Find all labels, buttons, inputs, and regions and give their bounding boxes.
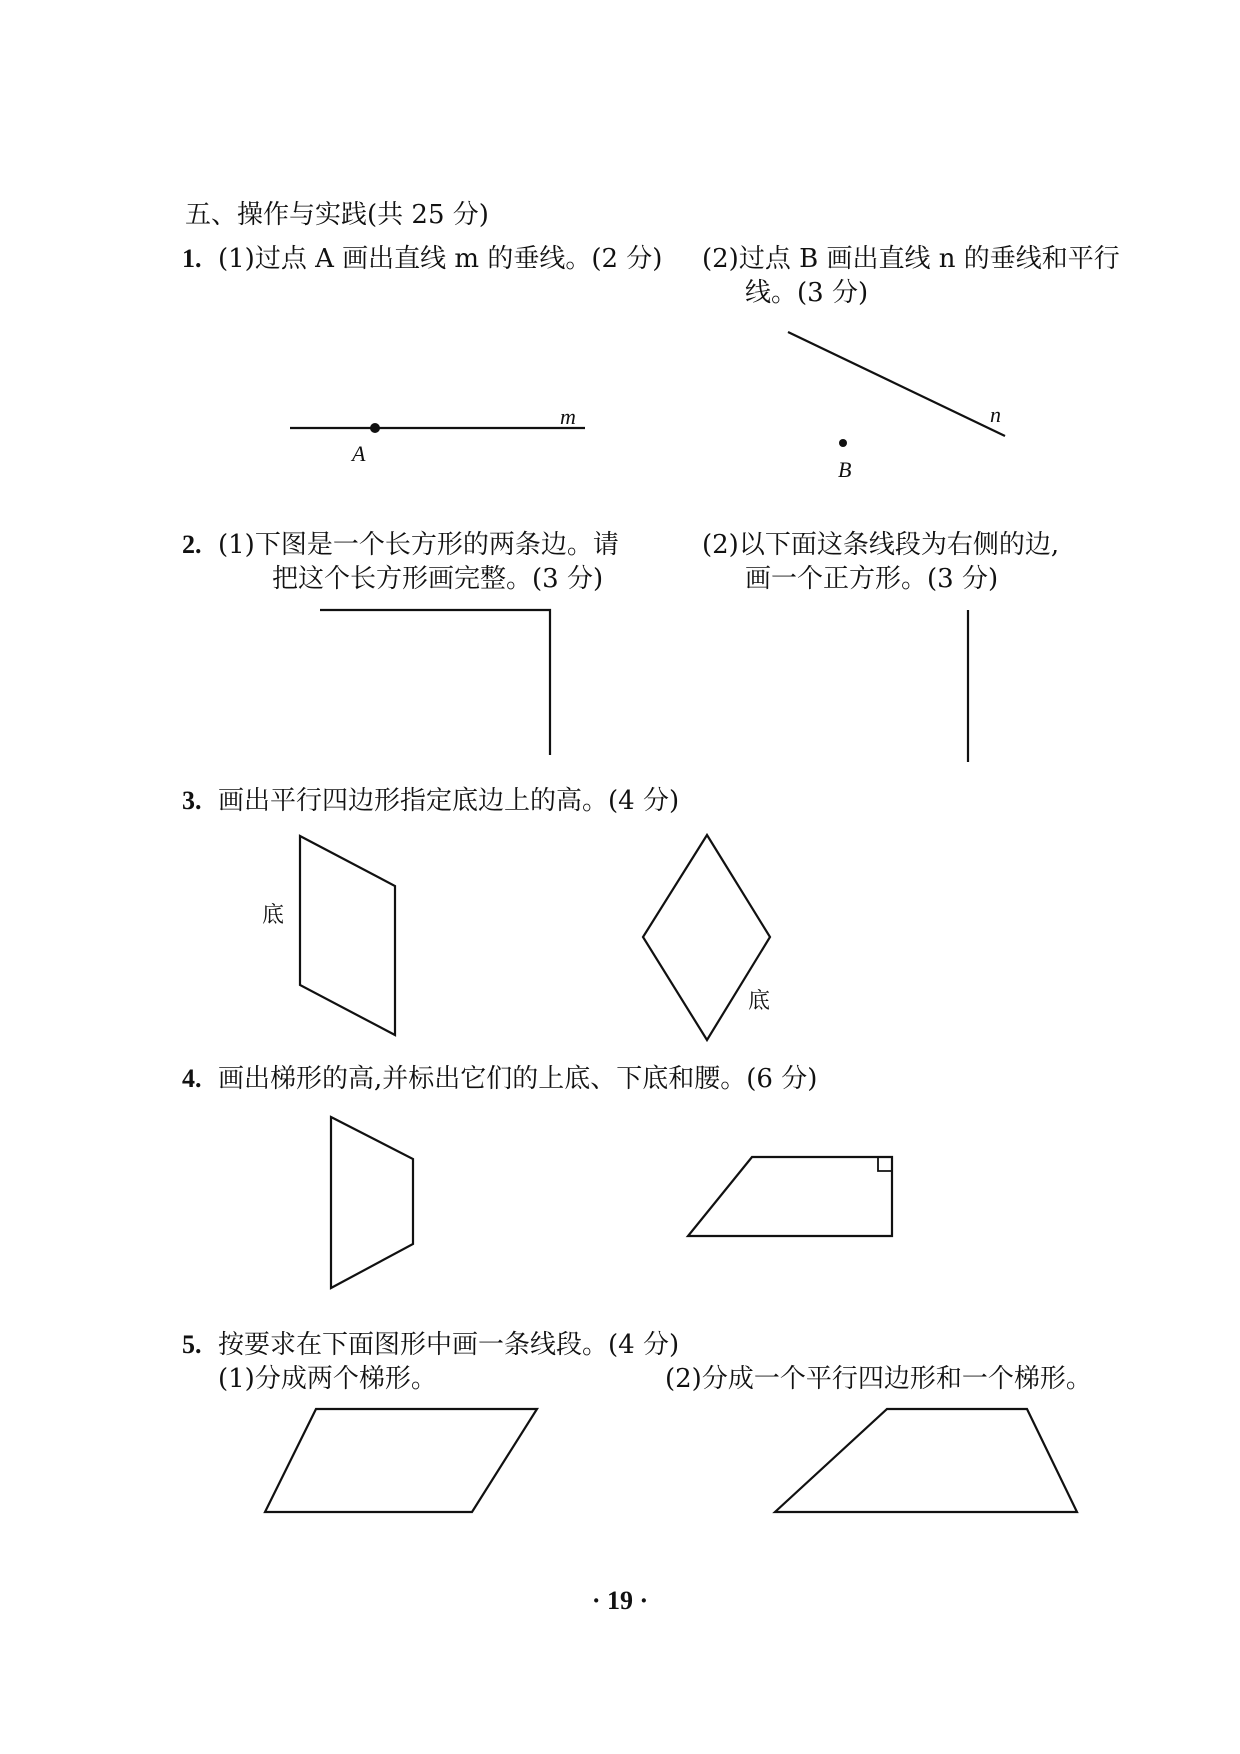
line-m-label: m — [560, 404, 576, 429]
q5-trapezoid — [775, 1409, 1077, 1512]
q4-number: 4. — [182, 1064, 202, 1093]
rhombus-right — [643, 835, 770, 1040]
right-trapezoid — [688, 1157, 892, 1236]
q2-part1-text-line1: (1)下图是一个长方形的两条边。请 — [218, 530, 619, 560]
point-a — [370, 423, 380, 433]
point-b-label: B — [838, 457, 852, 482]
q2-part1-text-line2: 把这个长方形画完整。(3 分) — [272, 564, 604, 594]
q2-part2-text-line1: (2)以下面这条线段为右侧的边, — [702, 530, 1060, 560]
q5-part2-text: (2)分成一个平行四边形和一个梯形。 — [665, 1364, 1092, 1394]
q2-part2-text-line2: 画一个正方形。(3 分) — [745, 564, 999, 594]
point-b — [839, 439, 847, 447]
q3-base-label-right: 底 — [748, 989, 771, 1014]
q3-number: 3. — [182, 786, 202, 815]
q1-part1-text: (1)过点 A 画出直线 m 的垂线。(2 分) — [218, 244, 663, 274]
q3-base-label-left: 底 — [262, 903, 285, 928]
right-angle-mark — [878, 1157, 892, 1171]
trapezoid-left — [331, 1117, 413, 1288]
line-n-label: n — [990, 402, 1001, 427]
q4-text: 画出梯形的高,并标出它们的上底、下底和腰。(6 分) — [218, 1064, 818, 1094]
page-number: · 19 · — [591, 1586, 649, 1615]
q2-number: 2. — [182, 530, 202, 559]
q1-number: 1. — [182, 244, 202, 273]
point-a-label: A — [352, 441, 366, 466]
q5-text: 按要求在下面图形中画一条线段。(4 分) — [218, 1330, 680, 1360]
parallelogram-left — [300, 836, 395, 1035]
q3-text: 画出平行四边形指定底边上的高。(4 分) — [218, 786, 680, 816]
q5-parallelogram — [265, 1409, 537, 1512]
q5-part1-text: (1)分成两个梯形。 — [218, 1364, 437, 1394]
q1-part2-text-line1: (2)过点 B 画出直线 n 的垂线和平行 — [702, 244, 1120, 274]
line-n — [788, 332, 1005, 436]
q1-part2-text-line2: 线。(3 分) — [745, 278, 869, 308]
q5-number: 5. — [182, 1330, 202, 1359]
section-title: 五、操作与实践(共 25 分) — [185, 200, 489, 230]
rectangle-two-sides — [320, 610, 550, 755]
